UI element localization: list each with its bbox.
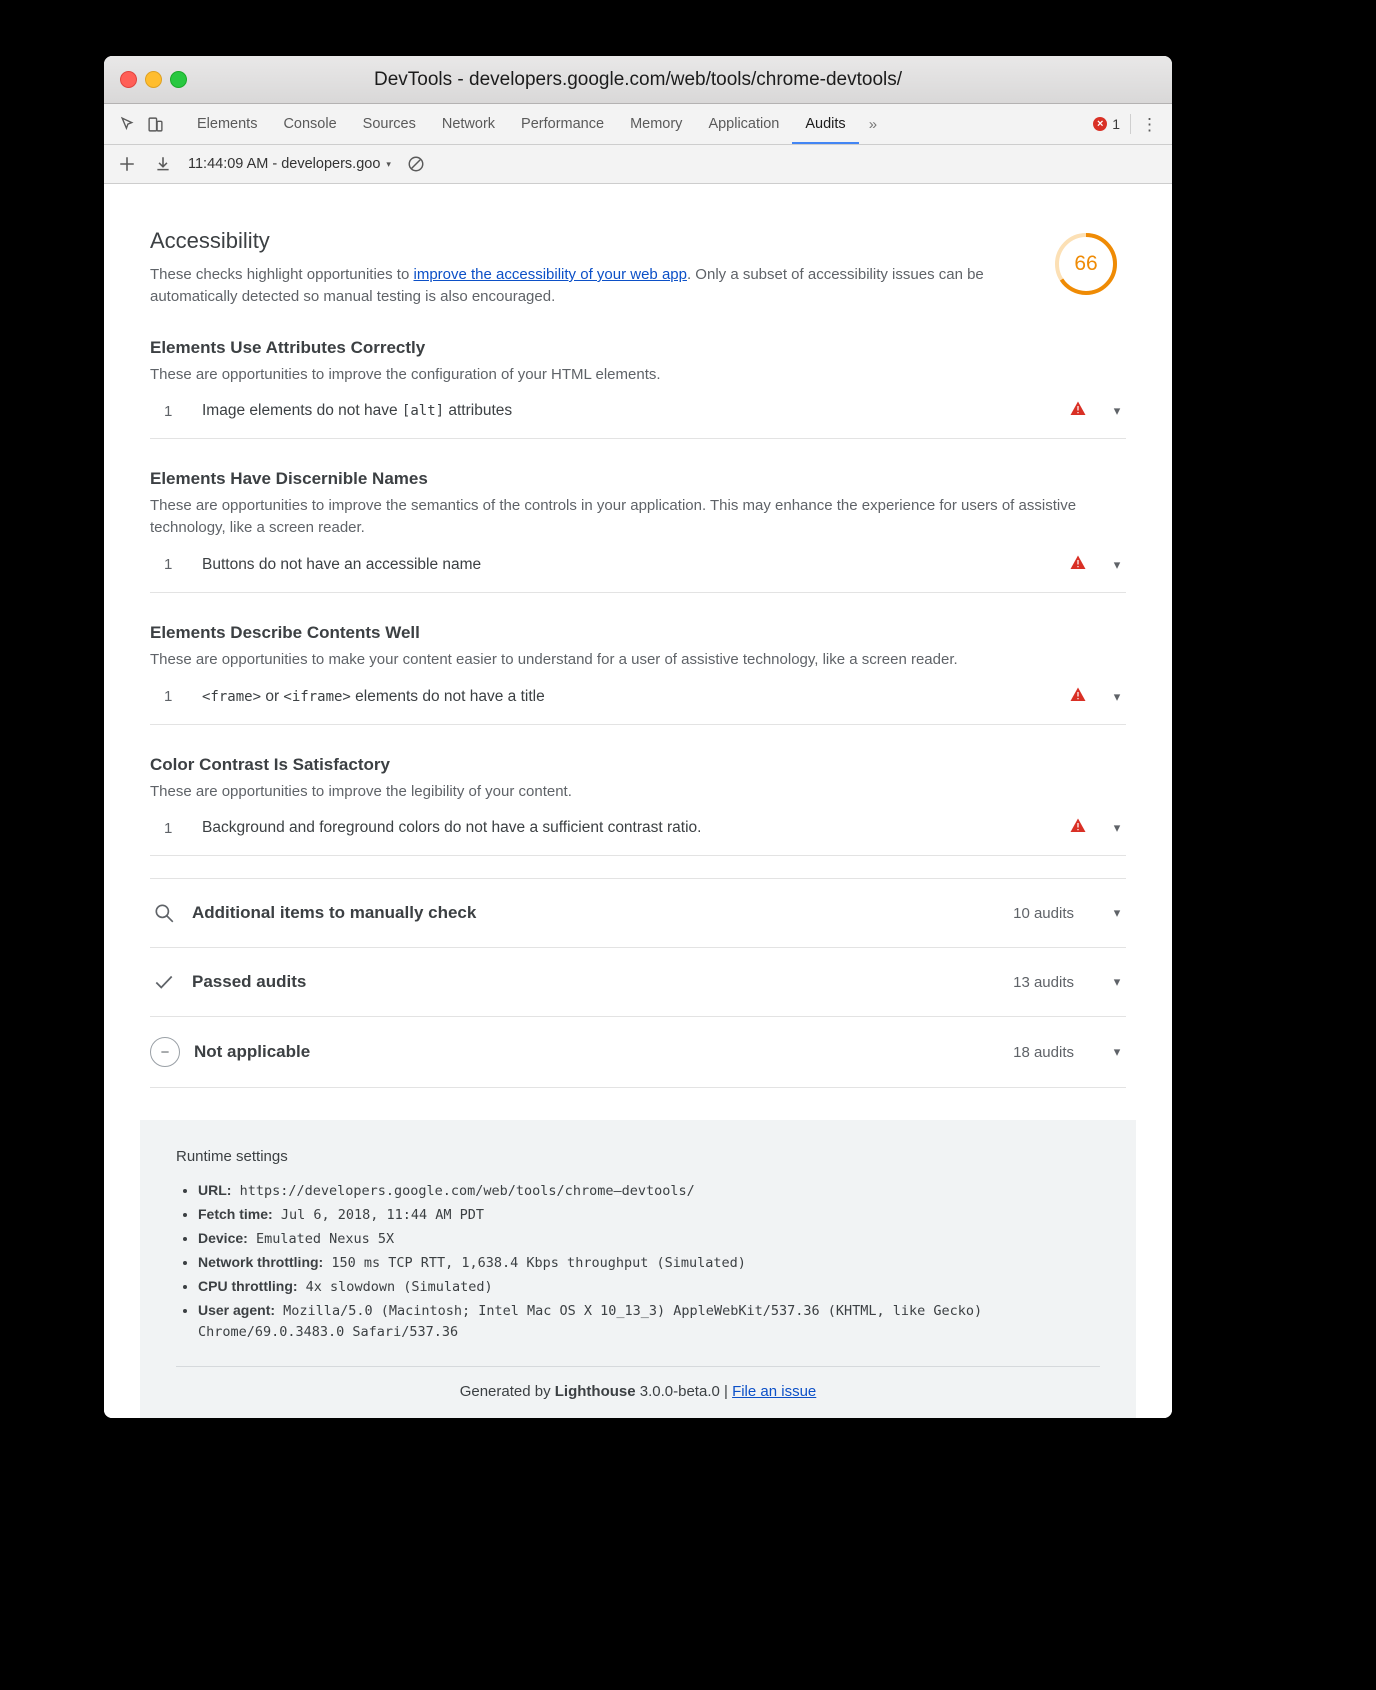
runtime-item-user-agent: • User agent: Mozilla/5.0 (Macintosh; Intel Mac OS X 10_13_3) AppleWebKit/537.36 (KHTML, like Gecko) Chrome/69.0.3483.0 Safari/537.36 xyxy=(198,1299,1100,1345)
file-an-issue-link[interactable]: File an issue xyxy=(732,1383,817,1401)
section-elements-describe-contents-well xyxy=(150,623,1126,725)
group-count: 13 audits xyxy=(1013,973,1074,991)
error-count-badge[interactable] xyxy=(1093,116,1120,132)
lighthouse-version: 3.0.0-beta.0 xyxy=(635,1383,720,1401)
chevron-down-icon[interactable]: ▾ xyxy=(1113,556,1121,572)
runtime-item-network-throttling: • Network throttling: 150 ms TCP RTT, 1,638.4 Kbps throughput (Simulated) xyxy=(198,1251,1100,1275)
audit-row[interactable] xyxy=(150,802,1126,856)
section-heading: Elements Have Discernible Names xyxy=(150,469,428,489)
audit-title: Background and foreground colors do not have a sufficient contrast ratio. xyxy=(202,819,702,837)
devtools-window xyxy=(104,56,1172,1418)
chevron-down-icon[interactable]: ▾ xyxy=(1113,403,1121,419)
tab-performance[interactable]: Performance xyxy=(521,116,605,132)
error-icon: × xyxy=(1093,117,1107,131)
tab-console[interactable]: Console xyxy=(283,116,337,132)
audit-row[interactable] xyxy=(150,539,1126,593)
maximize-window-button[interactable] xyxy=(170,71,187,88)
footer-divider xyxy=(176,1366,1100,1367)
warning-icon xyxy=(1070,818,1086,838)
window-controls xyxy=(120,71,187,88)
window-title: DevTools - developers.google.com/web/tools/chrome-devtools/ xyxy=(373,68,903,90)
generated-prefix: Generated by xyxy=(459,1383,555,1401)
group-label: Additional items to manually check xyxy=(192,903,477,923)
close-window-button[interactable] xyxy=(120,71,137,88)
warning-icon xyxy=(1070,687,1086,707)
group-label: Not applicable xyxy=(194,1042,311,1062)
audit-run-label: 11:44:09 AM - developers.goo xyxy=(188,156,381,172)
audit-title: Image elements do not have [alt] attributes xyxy=(202,402,513,420)
audit-count: 1 xyxy=(164,819,173,837)
runtime-item-cpu-throttling: • CPU throttling: 4x slowdown (Simulated) xyxy=(198,1275,1100,1299)
check-icon xyxy=(150,968,178,996)
generated-separator: | xyxy=(719,1383,733,1401)
device-toolbar-icon[interactable] xyxy=(142,111,168,137)
chevron-down-icon[interactable]: ▾ xyxy=(1113,905,1121,921)
audit-row[interactable] xyxy=(150,385,1126,439)
group-not-applicable[interactable] xyxy=(150,1017,1126,1088)
page-title: Accessibility xyxy=(150,228,270,253)
accessibility-score-gauge xyxy=(1052,230,1120,298)
audit-code-2: <iframe> xyxy=(283,688,351,705)
tab-elements[interactable]: Elements xyxy=(197,116,258,132)
tab-network[interactable]: Network xyxy=(441,116,496,132)
devtools-toolbar-right xyxy=(1093,114,1162,134)
audit-row[interactable] xyxy=(150,671,1126,725)
group-manual-checks[interactable] xyxy=(150,878,1126,948)
score-value: 66 xyxy=(1074,252,1098,275)
section-description: These are opportunities to improve the configuration of your HTML elements. xyxy=(150,365,661,383)
section-description: These are opportunities to improve the legibility of your content. xyxy=(150,782,572,800)
inspect-element-icon[interactable] xyxy=(114,111,140,137)
more-tabs-icon[interactable]: » xyxy=(868,115,878,133)
warning-icon xyxy=(1070,401,1086,421)
section-heading: Elements Use Attributes Correctly xyxy=(150,337,426,357)
audit-code: [alt] xyxy=(401,403,445,420)
window-titlebar xyxy=(104,56,1172,104)
runtime-item-device: • Device: Emulated Nexus 5X xyxy=(198,1227,1100,1251)
export-report-icon[interactable] xyxy=(152,153,174,175)
section-elements-have-discernible-names xyxy=(150,469,1126,593)
audit-groups xyxy=(150,878,1126,1088)
category-header xyxy=(150,228,1126,308)
audit-title: Buttons do not have an accessible name xyxy=(202,555,482,573)
section-elements-use-attributes-correctly xyxy=(150,338,1126,440)
audit-count: 1 xyxy=(164,402,173,420)
toolbar-divider xyxy=(1130,114,1131,134)
section-description: These are opportunities to make your content easier to understand for a user of assistive technology, like a screen reader. xyxy=(150,650,958,668)
new-audit-button[interactable] xyxy=(116,153,138,175)
audit-count: 1 xyxy=(164,556,173,574)
report-footer xyxy=(140,1120,1136,1418)
group-count: 10 audits xyxy=(1013,904,1074,922)
group-passed-audits[interactable] xyxy=(150,948,1126,1017)
category-description-post: . Only a subset of accessibility issues can be automatically detected so manual testing is also encouraged. xyxy=(150,266,984,305)
audit-report xyxy=(104,184,1172,1418)
category-description-pre: These checks highlight opportunities to xyxy=(150,266,414,283)
lighthouse-brand: Lighthouse xyxy=(554,1383,636,1401)
audit-code: <frame> xyxy=(202,688,262,705)
runtime-item-fetch-time: • Fetch time: Jul 6, 2018, 11:44 AM PDT xyxy=(198,1203,1100,1227)
category-header-text xyxy=(150,228,1050,308)
runtime-item-url: • URL: https://developers.google.com/web/tools/chrome–devtools/ xyxy=(198,1179,1100,1203)
chevron-down-icon[interactable]: ▾ xyxy=(1113,1044,1121,1060)
devtools-toolbar xyxy=(104,104,1172,145)
audits-toolbar xyxy=(104,145,1172,184)
audit-count: 1 xyxy=(164,688,173,705)
section-heading: Color Contrast Is Satisfactory xyxy=(150,754,390,774)
runtime-settings-title: Runtime settings xyxy=(176,1148,288,1166)
generated-by xyxy=(176,1383,1100,1400)
chevron-down-icon[interactable]: ▾ xyxy=(1113,974,1121,990)
runtime-settings-list xyxy=(176,1179,1100,1344)
devtools-menu-icon[interactable]: ⋮ xyxy=(1141,114,1158,134)
error-count-label: 1 xyxy=(1112,116,1120,132)
group-label: Passed audits xyxy=(192,972,307,992)
chevron-down-icon[interactable]: ▾ xyxy=(1113,820,1121,836)
section-heading: Elements Describe Contents Well xyxy=(150,622,420,642)
tab-audits[interactable]: Audits xyxy=(792,104,858,144)
search-icon xyxy=(150,899,178,927)
chevron-down-icon[interactable]: ▾ xyxy=(1113,688,1121,704)
accessibility-docs-link[interactable]: improve the accessibility of your web app xyxy=(413,266,687,283)
devtools-tab-list xyxy=(184,104,887,144)
tab-application[interactable]: Application xyxy=(708,116,780,132)
clear-audits-icon[interactable] xyxy=(405,153,427,175)
section-color-contrast-is-satisfactory xyxy=(150,755,1126,857)
tab-memory[interactable]: Memory xyxy=(630,116,683,132)
group-count: 18 audits xyxy=(1013,1043,1074,1061)
warning-icon xyxy=(1070,555,1086,575)
tab-sources[interactable]: Sources xyxy=(362,116,416,132)
audit-title: <frame> or <iframe> elements do not have a title xyxy=(202,687,545,705)
not-applicable-icon: − xyxy=(150,1037,180,1067)
section-description: These are opportunities to improve the semantics of the controls in your application. This may enhance the experience for users of assistive technology, like a screen reader. xyxy=(150,497,1077,536)
chevron-down-icon: ▾ xyxy=(386,158,391,169)
category-description xyxy=(150,264,1050,308)
report-inner xyxy=(104,184,1172,1088)
audit-run-selector[interactable] xyxy=(188,156,391,172)
minimize-window-button[interactable] xyxy=(145,71,162,88)
